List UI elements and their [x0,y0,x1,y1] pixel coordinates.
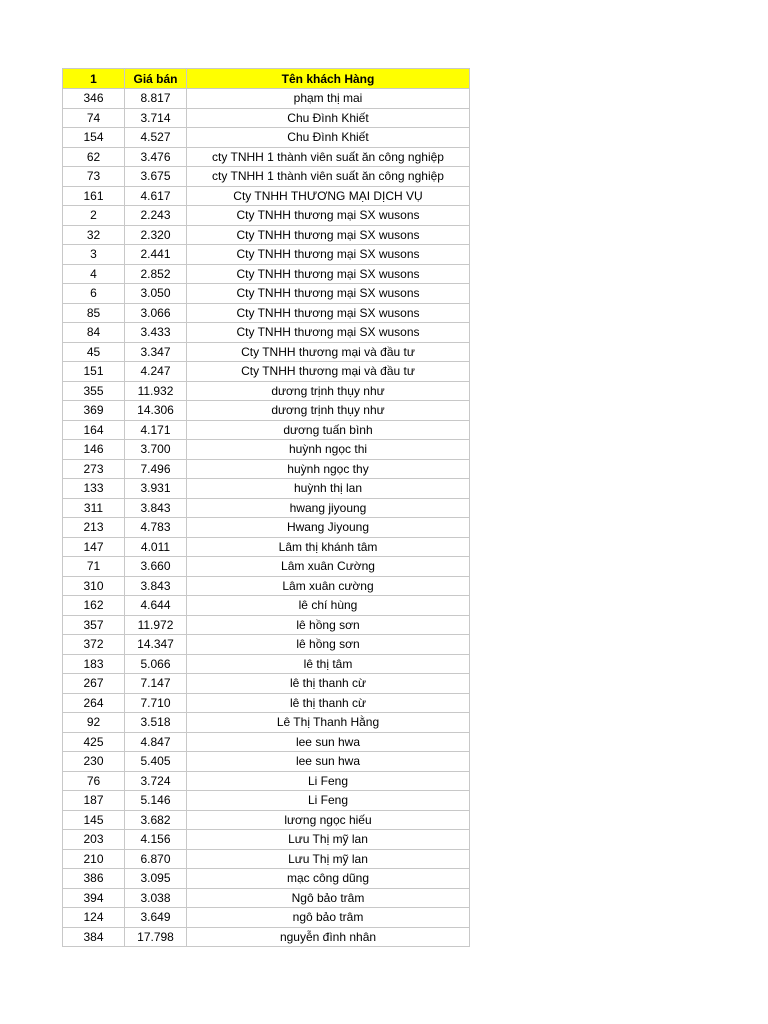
cell-id[interactable]: 372 [63,635,125,655]
cell-customer[interactable]: Cty TNHH thương mại SX wusons [187,225,470,245]
cell-id[interactable]: 4 [63,264,125,284]
cell-customer[interactable]: Lưu Thị mỹ lan [187,849,470,869]
cell-price[interactable]: 3.649 [125,908,187,928]
table-row [63,654,470,674]
cell-id[interactable]: 355 [63,381,125,401]
table-row [63,440,470,460]
cell-customer[interactable]: Cty TNHH thương mại SX wusons [187,206,470,226]
cell-price[interactable]: 5.405 [125,752,187,772]
cell-id[interactable]: 386 [63,869,125,889]
table-row [63,635,470,655]
cell-price[interactable]: 17.798 [125,927,187,947]
cell-price[interactable]: 3.700 [125,440,187,460]
cell-customer[interactable]: lê hồng sơn [187,615,470,635]
cell-price[interactable]: 4.011 [125,537,187,557]
cell-customer[interactable]: Cty TNHH thương mại SX wusons [187,323,470,343]
table-row [63,323,470,343]
cell-id[interactable]: 6 [63,284,125,304]
table-row [63,108,470,128]
cell-id[interactable]: 73 [63,167,125,187]
cell-price[interactable]: 3.066 [125,303,187,323]
cell-price[interactable]: 4.171 [125,420,187,440]
cell-customer[interactable]: Ngô bảo trâm [187,888,470,908]
header-row [63,69,470,89]
cell-customer[interactable]: Cty TNHH thương mại SX wusons [187,245,470,265]
cell-customer[interactable]: huỳnh ngọc thi [187,440,470,460]
cell-customer[interactable]: mạc công dũng [187,869,470,889]
cell-price[interactable]: 3.714 [125,108,187,128]
cell-price[interactable]: 14.347 [125,635,187,655]
cell-customer[interactable]: Li Feng [187,791,470,811]
cell-price[interactable]: 3.433 [125,323,187,343]
cell-price[interactable]: 7.147 [125,674,187,694]
cell-price[interactable]: 4.247 [125,362,187,382]
cell-customer[interactable]: lê chí hùng [187,596,470,616]
table-row [63,791,470,811]
cell-id[interactable]: 213 [63,518,125,538]
cell-price[interactable]: 2.320 [125,225,187,245]
cell-id[interactable]: 203 [63,830,125,850]
table-row [63,420,470,440]
cell-price[interactable]: 2.441 [125,245,187,265]
cell-id[interactable]: 210 [63,849,125,869]
cell-price[interactable]: 3.675 [125,167,187,187]
cell-price[interactable]: 4.847 [125,732,187,752]
table-row [63,518,470,538]
table-row [63,693,470,713]
table-row [63,401,470,421]
cell-price[interactable]: 3.724 [125,771,187,791]
cell-customer[interactable]: Lâm xuân Cường [187,557,470,577]
cell-id[interactable]: 187 [63,791,125,811]
cell-customer[interactable]: Lâm thị khánh tâm [187,537,470,557]
cell-customer[interactable]: Cty TNHH thương mại và đầu tư [187,342,470,362]
cell-price[interactable]: 3.931 [125,479,187,499]
cell-customer[interactable]: lê thị tâm [187,654,470,674]
cell-id[interactable]: 369 [63,401,125,421]
table-row [63,89,470,109]
table-row [63,498,470,518]
cell-price[interactable]: 4.644 [125,596,187,616]
cell-customer[interactable]: Cty TNHH THƯƠNG MẠI DỊCH VỤ [187,186,470,206]
table-row [63,908,470,928]
cell-customer[interactable]: dương trịnh thụy như [187,381,470,401]
cell-price[interactable]: 2.852 [125,264,187,284]
cell-price[interactable]: 3.038 [125,888,187,908]
table-row [63,362,470,382]
cell-price[interactable]: 3.843 [125,498,187,518]
cell-price[interactable]: 11.972 [125,615,187,635]
cell-id[interactable]: 346 [63,89,125,109]
cell-id[interactable]: 162 [63,596,125,616]
cell-id[interactable]: 425 [63,732,125,752]
table-row [63,206,470,226]
cell-id[interactable]: 154 [63,128,125,148]
cell-id[interactable]: 384 [63,927,125,947]
cell-customer[interactable]: cty TNHH 1 thành viên suất ăn công nghiệp [187,147,470,167]
table-row [63,752,470,772]
table-row [63,537,470,557]
cell-id[interactable]: 74 [63,108,125,128]
table-row [63,186,470,206]
cell-id[interactable]: 92 [63,713,125,733]
cell-id[interactable]: 267 [63,674,125,694]
table-row [63,264,470,284]
cell-customer[interactable]: lê hồng sơn [187,635,470,655]
cell-customer[interactable]: Cty TNHH thương mại SX wusons [187,303,470,323]
table-row [63,303,470,323]
cell-id[interactable]: 62 [63,147,125,167]
cell-id[interactable]: 310 [63,576,125,596]
cell-price[interactable]: 8.817 [125,89,187,109]
cell-customer[interactable]: Chu Đình Khiết [187,128,470,148]
cell-customer[interactable]: Cty TNHH thương mại SX wusons [187,284,470,304]
header-cell-price[interactable]: Giá bán [125,69,187,89]
cell-price[interactable]: 5.146 [125,791,187,811]
cell-price[interactable]: 7.496 [125,459,187,479]
cell-id[interactable]: 45 [63,342,125,362]
cell-id[interactable]: 76 [63,771,125,791]
cell-price[interactable]: 11.932 [125,381,187,401]
cell-id[interactable]: 146 [63,440,125,460]
cell-customer[interactable]: lê thị thanh cừ [187,693,470,713]
table-row [63,713,470,733]
table-row [63,771,470,791]
cell-price[interactable]: 3.682 [125,810,187,830]
cell-id[interactable]: 147 [63,537,125,557]
table-row [63,381,470,401]
cell-customer[interactable]: Lâm xuân cường [187,576,470,596]
cell-id[interactable]: 394 [63,888,125,908]
table-row [63,147,470,167]
table-row [63,674,470,694]
table-row [63,284,470,304]
cell-price[interactable]: 3.660 [125,557,187,577]
cell-price[interactable]: 2.243 [125,206,187,226]
cell-customer[interactable]: lê thị thanh cừ [187,674,470,694]
cell-price[interactable]: 7.710 [125,693,187,713]
cell-customer[interactable]: dương tuấn bình [187,420,470,440]
cell-id[interactable]: 85 [63,303,125,323]
cell-price[interactable]: 5.066 [125,654,187,674]
table-row [63,342,470,362]
cell-price[interactable]: 3.347 [125,342,187,362]
cell-id[interactable]: 273 [63,459,125,479]
table-row [63,869,470,889]
table-row [63,557,470,577]
cell-price[interactable]: 4.527 [125,128,187,148]
cell-id[interactable]: 84 [63,323,125,343]
cell-customer[interactable]: Lưu Thị mỹ lan [187,830,470,850]
cell-id[interactable]: 311 [63,498,125,518]
cell-customer[interactable]: huỳnh thị lan [187,479,470,499]
cell-customer[interactable]: phạm thị mai [187,89,470,109]
customer-price-table [62,68,470,947]
table-row [63,732,470,752]
table-row [63,459,470,479]
table-row [63,927,470,947]
cell-customer[interactable]: lee sun hwa [187,752,470,772]
table-row [63,167,470,187]
header-cell-id[interactable]: 1 [63,69,125,89]
cell-price[interactable]: 3.843 [125,576,187,596]
cell-id[interactable]: 164 [63,420,125,440]
cell-customer[interactable]: hwang jiyoung [187,498,470,518]
cell-price[interactable]: 3.095 [125,869,187,889]
table-row [63,479,470,499]
table-row [63,576,470,596]
cell-id[interactable]: 71 [63,557,125,577]
cell-id[interactable]: 124 [63,908,125,928]
cell-id[interactable]: 357 [63,615,125,635]
cell-id[interactable]: 3 [63,245,125,265]
cell-id[interactable]: 145 [63,810,125,830]
cell-customer[interactable]: Li Feng [187,771,470,791]
cell-customer[interactable]: ngô bảo trâm [187,908,470,928]
cell-id[interactable]: 151 [63,362,125,382]
cell-customer[interactable]: nguyễn đình nhân [187,927,470,947]
cell-customer[interactable]: Cty TNHH thương mại SX wusons [187,264,470,284]
table-row [63,849,470,869]
cell-price[interactable]: 4.617 [125,186,187,206]
cell-customer[interactable]: lee sun hwa [187,732,470,752]
cell-price[interactable]: 14.306 [125,401,187,421]
cell-customer[interactable]: Hwang Jiyoung [187,518,470,538]
cell-customer[interactable]: Chu Đình Khiết [187,108,470,128]
table-body [63,69,470,947]
cell-price[interactable]: 3.476 [125,147,187,167]
table-row [63,128,470,148]
table-row [63,888,470,908]
cell-id[interactable]: 32 [63,225,125,245]
table-row [63,245,470,265]
table-row [63,596,470,616]
cell-price[interactable]: 6.870 [125,849,187,869]
cell-customer[interactable]: lương ngọc hiếu [187,810,470,830]
cell-customer[interactable]: Cty TNHH thương mại và đầu tư [187,362,470,382]
cell-price[interactable]: 3.518 [125,713,187,733]
table-row [63,810,470,830]
cell-id[interactable]: 2 [63,206,125,226]
header-cell-customer[interactable]: Tên khách Hàng [187,69,470,89]
cell-customer[interactable]: huỳnh ngọc thy [187,459,470,479]
cell-customer[interactable]: Lê Thị Thanh Hằng [187,713,470,733]
cell-id[interactable]: 183 [63,654,125,674]
cell-price[interactable]: 4.783 [125,518,187,538]
cell-price[interactable]: 4.156 [125,830,187,850]
cell-customer[interactable]: dương trịnh thụy như [187,401,470,421]
cell-customer[interactable]: cty TNHH 1 thành viên suất ăn công nghiệp [187,167,470,187]
table-row [63,830,470,850]
cell-id[interactable]: 133 [63,479,125,499]
table-row [63,225,470,245]
cell-price[interactable]: 3.050 [125,284,187,304]
cell-id[interactable]: 161 [63,186,125,206]
table-row [63,615,470,635]
cell-id[interactable]: 264 [63,693,125,713]
cell-id[interactable]: 230 [63,752,125,772]
